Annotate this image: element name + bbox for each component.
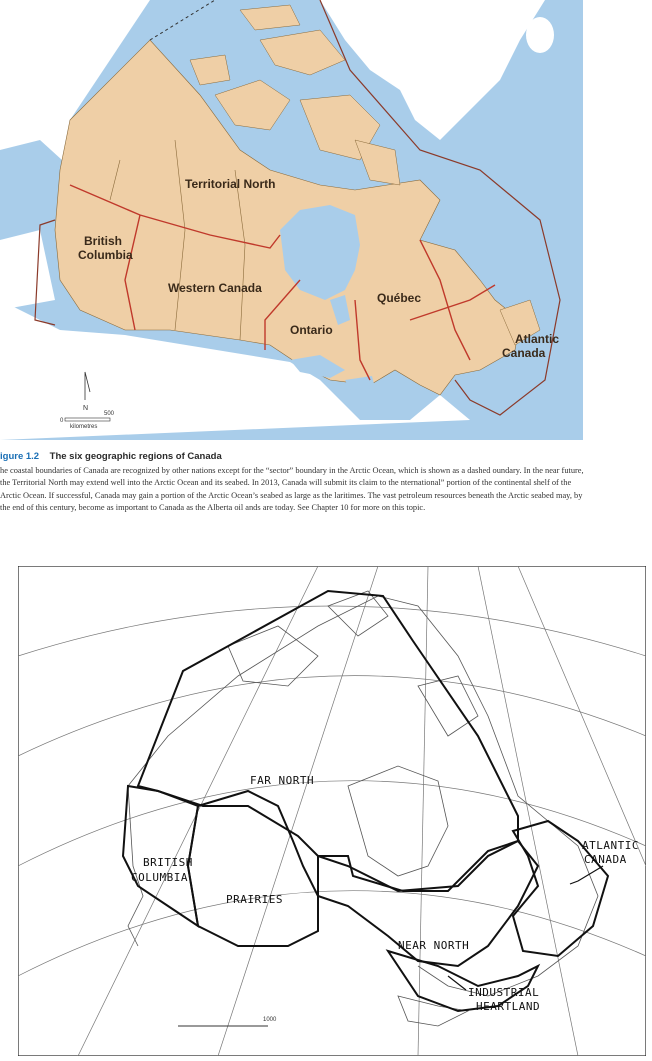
north-arrow-label: N (83, 405, 89, 412)
figure-title: The six geographic regions of Canada (49, 451, 222, 462)
label-heartland: HEARTLAND (476, 1000, 541, 1013)
scale-end: 500 (104, 411, 115, 417)
label-columbia: COLUMBIA (131, 871, 188, 884)
label-territorial-north: Territorial North (185, 177, 276, 191)
caption-body: he coastal boundaries of Canada are recognized by other nations except for the “sector” boundary in the Arctic Ocean, which is shown as a dashed oundary. In the near future, the Territorial North may extend well into the Arctic Ocean and its seabed. In 2013, Canada will submit its claim to the nternational” portion of the continental shelf of the Arctic Ocean. If successful, Canada may gain a portion of the Arctic Ocean’s seabed as large as the laritimes. The vast petroleum resources beneath the Arctic seabed may, by the end of this century, become as important to Canada as the Alberta oil ands are today. See Chapter 10 for more on this topic. (0, 466, 584, 513)
colour-regions-map (0, 0, 583, 440)
figure-caption (0, 451, 586, 515)
label-prairies: PRAIRIES (226, 893, 283, 906)
label-canada: Canada (502, 346, 546, 360)
label-canada: CANADA (584, 853, 627, 866)
label-atlantic: Atlantic (515, 332, 560, 346)
caption-heading (0, 451, 586, 462)
label-quebec: Québec (377, 291, 422, 305)
label-atlantic: ATLANTIC (582, 839, 639, 852)
scale-unit: kilometres (70, 424, 98, 430)
sketch-scale-end: 1000 (263, 1017, 277, 1023)
scale-start: 0 (60, 418, 64, 424)
figure-label: igure 1.2 (0, 451, 40, 462)
label-ontario: Ontario (290, 323, 333, 337)
label-columbia: Columbia (78, 248, 133, 262)
label-british: British (84, 234, 123, 248)
label-far-north: FAR NORTH (250, 774, 315, 787)
label-western-canada: Western Canada (168, 281, 262, 295)
iceland-land (526, 17, 554, 53)
label-near-north: NEAR NORTH (398, 939, 470, 952)
sketch-regions-map (18, 566, 646, 1056)
label-industrial: INDUSTRIAL (468, 986, 540, 999)
label-british: BRITISH (143, 856, 193, 869)
